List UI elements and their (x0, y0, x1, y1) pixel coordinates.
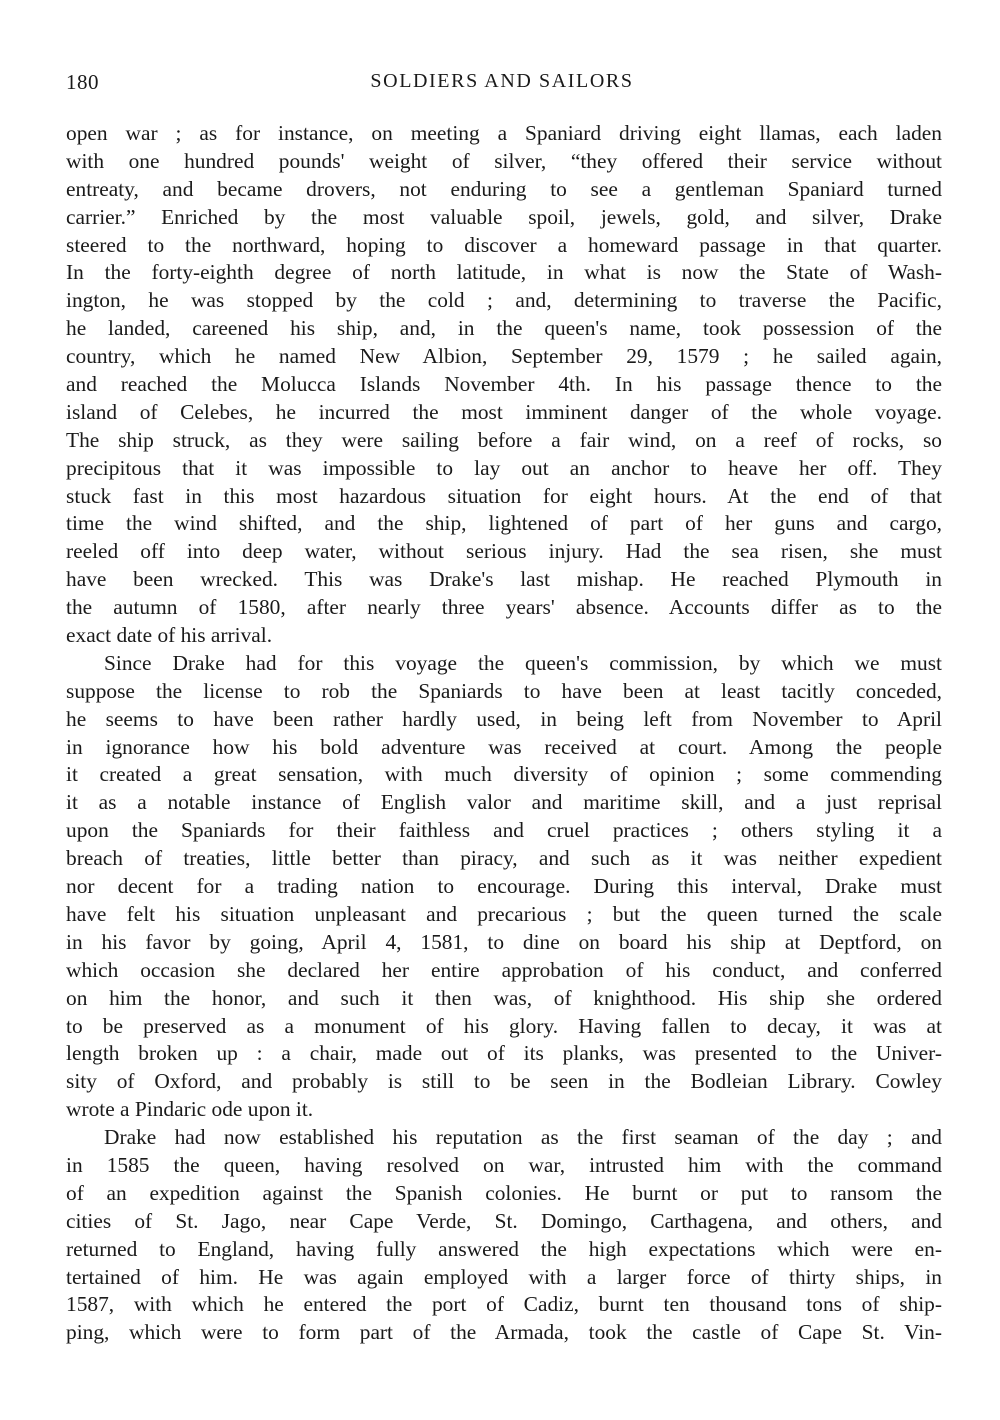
text-line: and reached the Molucca Islands November 4th. In his passage thence to the (66, 372, 942, 397)
text-line: returned to England, having fully answered the high expectations which were en- (66, 1236, 942, 1261)
text-line: upon the Spaniards for their faithless and cruel practices ; others styling it a (66, 818, 942, 843)
text-line: the autumn of 1580, after nearly three years' absence. Accounts differ as to the (66, 595, 942, 620)
paragraph (66, 120, 942, 650)
running-head (66, 70, 938, 100)
text-line: reeled off into deep water, without serious injury. Had the sea risen, she must (66, 539, 942, 564)
text-line: in his favor by going, April 4, 1581, to dine on board his ship at Deptford, on (66, 929, 942, 954)
body-text (66, 120, 942, 1347)
text-line: cities of St. Jago, near Cape Verde, St. Domingo, Carthagena, and others, and (66, 1208, 942, 1233)
text-line: ping, which were to form part of the Armada, took the castle of Cape St. Vin- (66, 1320, 942, 1345)
text-line: have been wrecked. This was Drake's last mishap. He reached Plymouth in (66, 567, 942, 592)
text-line: of an expedition against the Spanish colonies. He burnt or put to ransom the (66, 1180, 942, 1205)
text-line: sity of Oxford, and probably is still to be seen in the Bodleian Library. Cowley (66, 1069, 942, 1094)
text-line: have felt his situation unpleasant and precarious ; but the queen turned the scale (66, 901, 942, 926)
text-line: stuck fast in this most hazardous situation for eight hours. At the end of that (66, 483, 942, 508)
text-line: with one hundred pounds' weight of silver, “they offered their service without (66, 148, 942, 173)
text-line: which occasion she declared her entire approbation of his conduct, and conferred (66, 957, 942, 982)
text-line: in 1585 the queen, having resolved on war, intrusted him with the command (66, 1152, 942, 1177)
text-line: suppose the license to rob the Spaniards to have been at least tacitly conceded, (66, 678, 942, 703)
text-line: carrier.” Enriched by the most valuable spoil, jewels, gold, and silver, Drake (66, 204, 942, 229)
paragraph (66, 1124, 942, 1347)
text-line: to be preserved as a monument of his glory. Having fallen to decay, it was at (66, 1013, 942, 1038)
text-line: tertained of him. He was again employed with a larger force of thirty ships, in (66, 1264, 942, 1289)
text-line: length broken up : a chair, made out of its planks, was presented to the Univer- (66, 1041, 942, 1066)
text-line: he landed, careened his ship, and, in the queen's name, took possession of the (66, 316, 942, 341)
text-line: open war ; as for instance, on meeting a Spaniard driving eight llamas, each laden (66, 121, 942, 145)
text-line: Drake had now established his reputation as the first seaman of the day ; and (104, 1125, 942, 1150)
text-line: In the forty-eighth degree of north latitude, in what is now the State of Wash- (66, 260, 942, 285)
text-line: it created a great sensation, with much diversity of opinion ; some commending (66, 762, 942, 787)
text-line: steered to the northward, hoping to discover a homeward passage in that quarter. (66, 232, 942, 257)
text-line: time the wind shifted, and the ship, lightened of part of her guns and cargo, (66, 511, 942, 536)
text-line: breach of treaties, little better than piracy, and such as it was neither expedient (66, 846, 942, 871)
text-line: The ship struck, as they were sailing before a fair wind, on a reef of rocks, so (66, 427, 942, 452)
text-line: it as a notable instance of English valor and maritime skill, and a just reprisal (66, 790, 942, 815)
text-line: ington, he was stopped by the cold ; and, determining to traverse the Pacific, (66, 288, 942, 313)
running-title: SOLDIERS AND SAILORS (370, 70, 634, 92)
text-line: 1587, with which he entered the port of Cadiz, burnt ten thousand tons of ship- (66, 1292, 942, 1317)
text-line: precipitous that it was impossible to lay out an anchor to heave her off. They (66, 455, 942, 480)
text-line: nor decent for a trading nation to encourage. During this interval, Drake must (66, 874, 942, 899)
text-line: on him the honor, and such it then was, of knighthood. His ship she ordered (66, 985, 942, 1010)
text-line: country, which he named New Albion, September 29, 1579 ; he sailed again, (66, 344, 942, 369)
text-line: Since Drake had for this voyage the queen's commission, by which we must (104, 650, 942, 675)
text-line: he seems to have been rather hardly used, in being left from November to April (66, 706, 942, 731)
text-line: wrote a Pindaric ode upon it. (66, 1097, 314, 1122)
text-line: exact date of his arrival. (66, 623, 273, 648)
page-number: 180 (66, 70, 99, 94)
text-line: island of Celebes, he incurred the most imminent danger of the whole voyage. (66, 399, 942, 424)
text-line: entreaty, and became drovers, not enduring to see a gentleman Spaniard turned (66, 176, 942, 201)
text-line: in ignorance how his bold adventure was received at court. Among the people (66, 734, 942, 759)
paragraph (66, 650, 942, 1124)
